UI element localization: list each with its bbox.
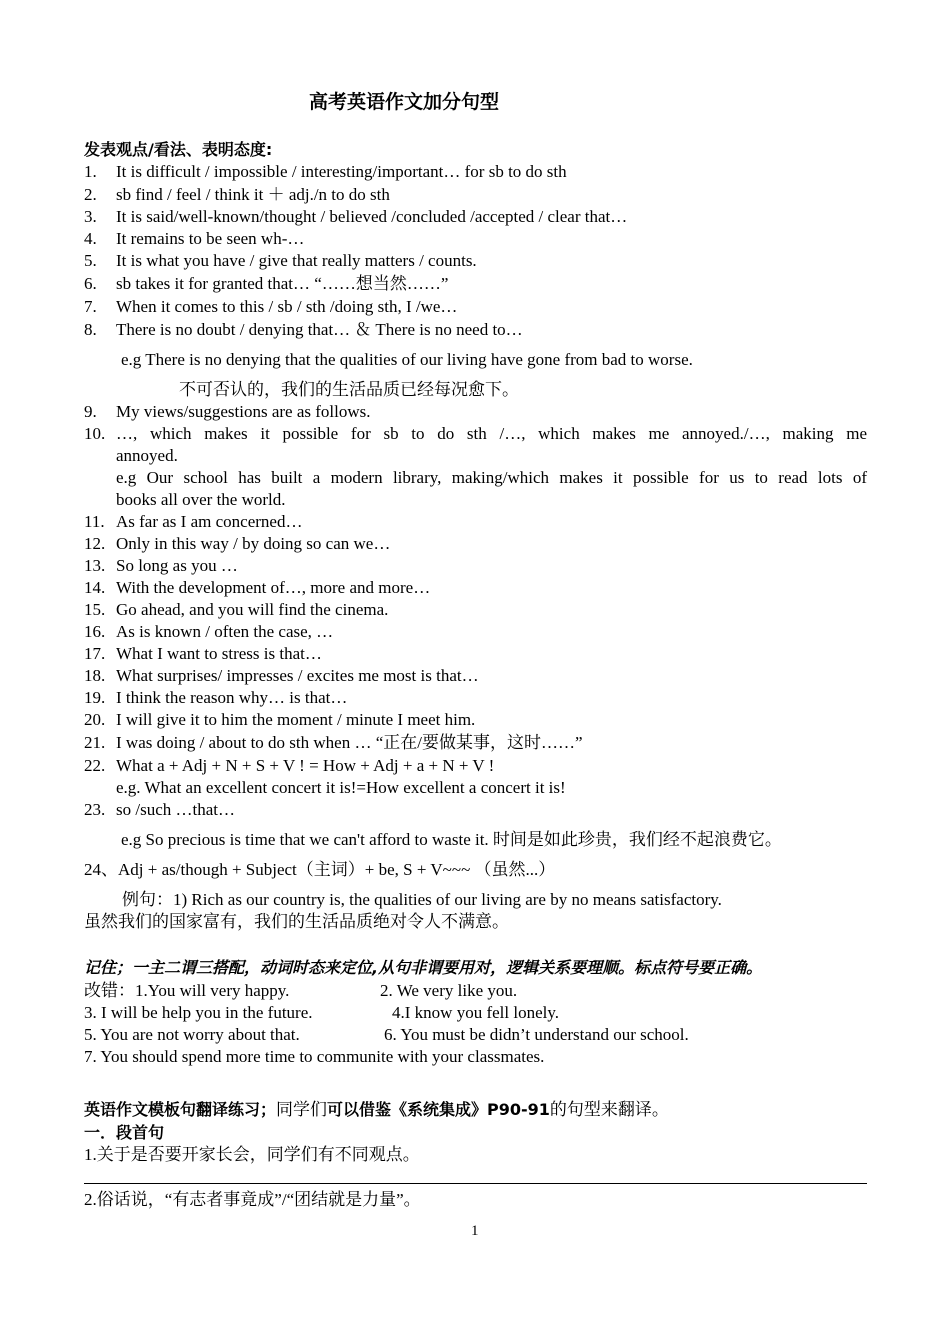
item-number: 6. (84, 274, 97, 293)
example-translation: 不可否认的，我们的生活品质已经每况愈下。 (179, 380, 519, 399)
item-24: 24、Adj + as/though + Subject（主词）+ be, S + V~~~ （虽然...） (84, 860, 556, 879)
item-number: 3. (84, 207, 97, 226)
section-heading: 发表观点/看法、表明态度: (84, 140, 273, 159)
practice-text: 同学们 (276, 1100, 328, 1119)
correction-item: 4.I know you fell lonely. (392, 1003, 559, 1022)
item-text: What I want to stress is that… (116, 644, 322, 663)
correction-item: 2. We very like you. (380, 981, 518, 1000)
correction-item: 3. I will be help you in the future. (84, 1003, 313, 1022)
item-number: 19. (84, 688, 106, 707)
item-number: 5. (84, 251, 97, 270)
question-2: 2.俗话说，“有志者事竟成”/“团结就是力量”。 (84, 1190, 421, 1209)
item-text: It is said/well-known/thought / believed /concluded /accepted / clear that… (116, 207, 628, 226)
item-text-continued: annoyed. (116, 446, 178, 465)
item-number: 9. (84, 402, 97, 421)
example-text-continued: books all over the world. (116, 490, 286, 509)
correction-item: 5. You are not worry about that. (84, 1025, 300, 1044)
item-number: 11. (84, 512, 105, 531)
item-number: 20. (84, 710, 106, 729)
item-text: When it comes to this / sb / sth /doing sth, I /we… (116, 297, 458, 316)
reminder-text: 记住；一主二谓三搭配，动词时态来定位,从句非谓要用对，逻辑关系要理顺。标点符号要正确。 (84, 958, 763, 977)
item-number: 23. (84, 800, 106, 819)
item-number: 21. (84, 733, 106, 752)
item-number: 15. (84, 600, 106, 619)
practice-text: 的句型来翻译。 (549, 1100, 669, 1119)
item-text: What a + Adj + N + S + V ! = How + Adj + a + N + V ! (116, 756, 495, 775)
item-text: There is no doubt / denying that… ＆ There is no need to… (116, 320, 523, 339)
page-number: 1 (471, 1223, 479, 1239)
item-text: I think the reason why… is that… (116, 688, 348, 707)
practice-reference: 可以借鉴《系统集成》P90-91 (327, 1100, 550, 1119)
example-text: e.g So precious is time that we can't afford to waste it. 时间是如此珍贵，我们经不起浪费它。 (121, 830, 782, 849)
item-text: What surprises/ impresses / excites me most is that… (116, 666, 479, 685)
practice-heading (84, 1100, 669, 1120)
item-number: 1. (84, 162, 97, 181)
correction-item: 改错：1.You will very happy. (84, 981, 290, 1000)
example-text: e.g Our school has built a modern library, making/which makes it possible for us to read lots of (116, 468, 867, 487)
item-text: My views/suggestions are as follows. (116, 402, 371, 421)
example-text: e.g There is no denying that the qualities of our living have gone from bad to worse. (121, 350, 693, 369)
item-number: 4. (84, 229, 97, 248)
item-text: Only in this way / by doing so can we… (116, 534, 391, 553)
item-text: With the development of…, more and more… (116, 578, 431, 597)
document-title: 高考英语作文加分句型 (309, 91, 500, 113)
example-translation: 虽然我们的国家富有，我们的生活品质绝对令人不满意。 (84, 912, 509, 931)
question-1: 1.关于是否要开家长会，同学们有不同观点。 (84, 1145, 420, 1164)
item-text: I was doing / about to do sth when … “正在/要做某事，这时……” (116, 733, 583, 752)
answer-line (84, 1183, 867, 1184)
item-text: As far as I am concerned… (116, 512, 303, 531)
subheading: 一．段首句 (84, 1123, 165, 1142)
item-number: 14. (84, 578, 106, 597)
item-text: sb find / feel / think it ＋ adj./n to do sth (116, 185, 390, 204)
item-text: It is difficult / impossible / interesting/important… for sb to do sth (116, 162, 567, 181)
item-text: Go ahead, and you will find the cinema. (116, 600, 389, 619)
example-text: e.g. What an excellent concert it is!=How excellent a concert it is! (116, 778, 566, 797)
item-number: 22. (84, 756, 106, 775)
item-number: 16. (84, 622, 106, 641)
item-number: 12. (84, 534, 106, 553)
correction-item: 6. You must be didn’t understand our school. (384, 1025, 689, 1044)
item-number: 17. (84, 644, 106, 663)
item-number: 18. (84, 666, 106, 685)
item-number: 2. (84, 185, 97, 204)
item-text: So long as you … (116, 556, 238, 575)
correction-item: 7. You should spend more time to communite with your classmates. (84, 1047, 545, 1066)
practice-title: 英语作文模板句翻译练习； (84, 1100, 277, 1119)
item-text: As is known / often the case, … (116, 622, 334, 641)
item-text: …, which makes it possible for sb to do sth /…, which makes me annoyed./…, making me (116, 424, 867, 443)
item-text: It is what you have / give that really matters / counts. (116, 251, 477, 270)
item-text: so /such …that… (116, 800, 235, 819)
item-text: sb takes it for granted that… “……想当然……” (116, 274, 449, 293)
item-number: 13. (84, 556, 106, 575)
item-number: 7. (84, 297, 97, 316)
example-text: 例句：1) Rich as our country is, the qualities of our living are by no means satisfactory. (122, 890, 722, 909)
item-text: I will give it to him the moment / minute I meet him. (116, 710, 476, 729)
item-number: 8. (84, 320, 97, 339)
item-text: It remains to be seen wh-… (116, 229, 305, 248)
item-number: 10. (84, 424, 106, 443)
